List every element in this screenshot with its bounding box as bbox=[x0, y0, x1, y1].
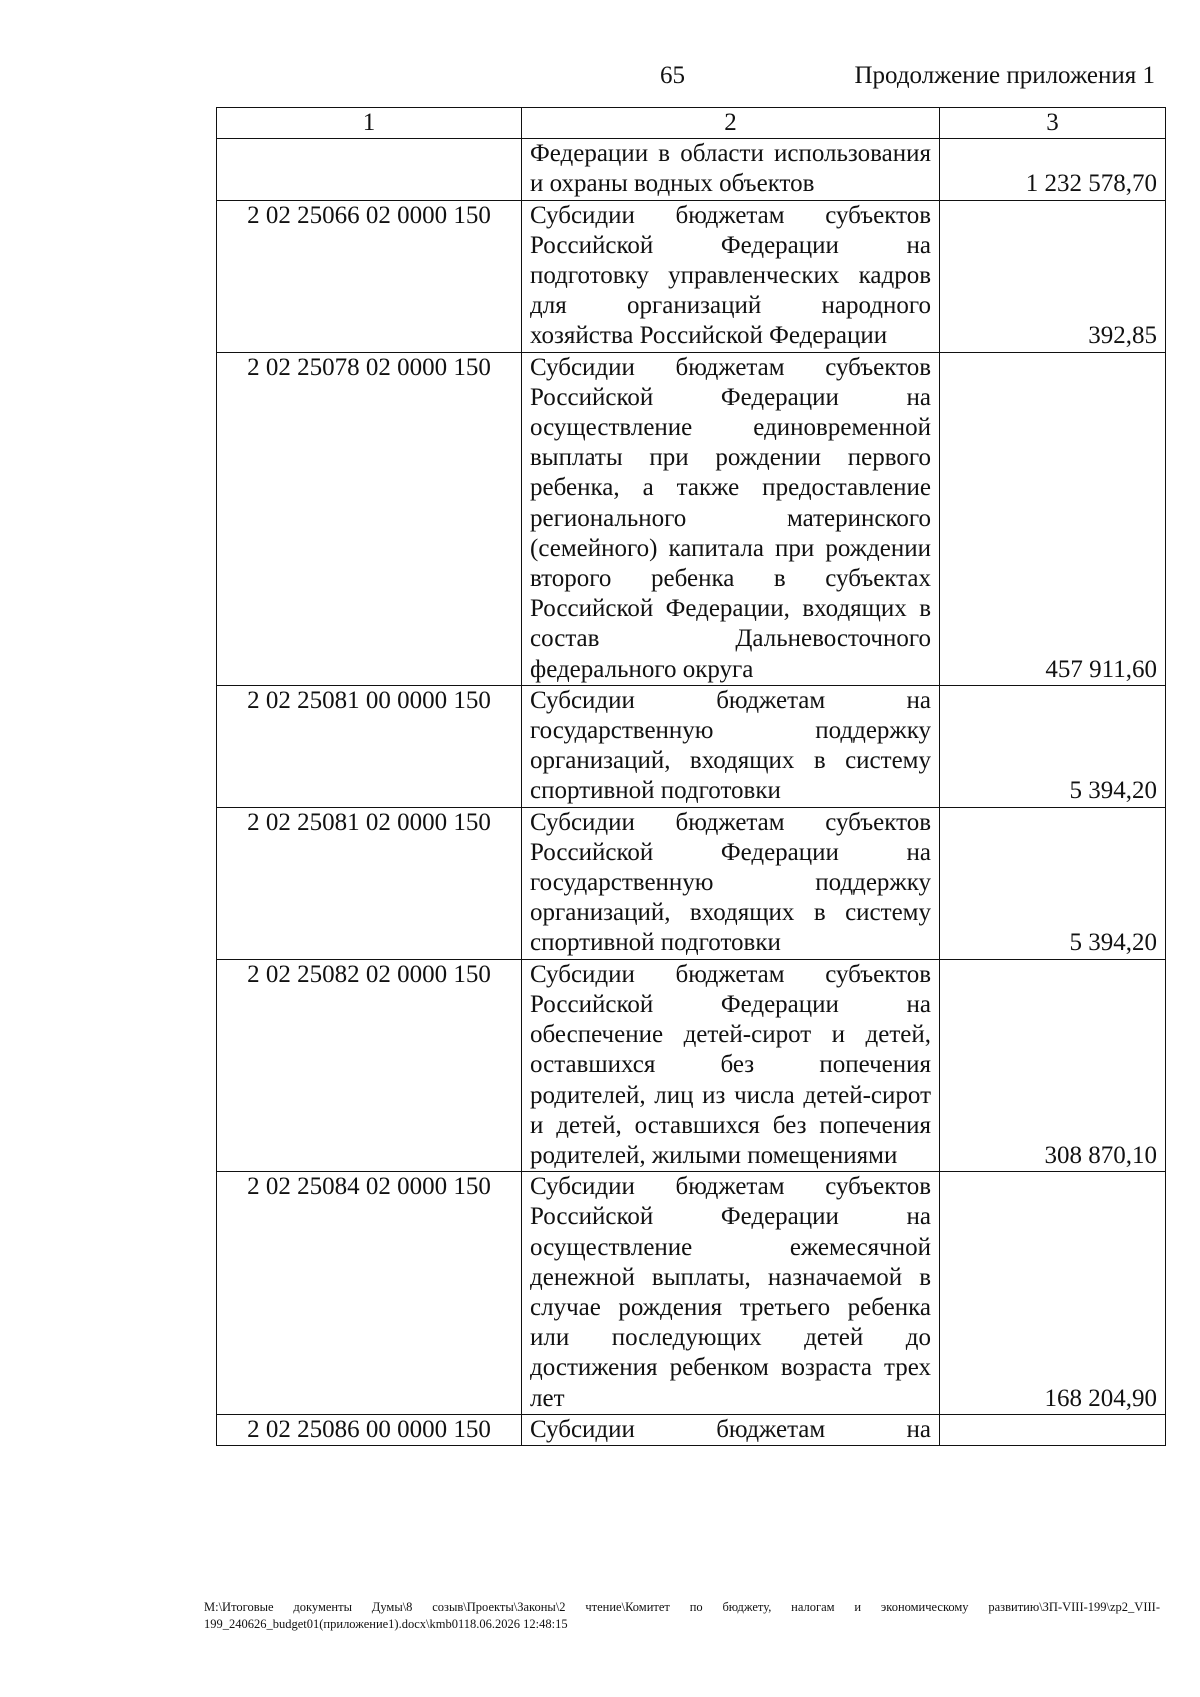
file-path-footer: М:\Итоговые документы Думы\8 созыв\Проекты\Законы\2 чтение\Комитет по бюджету, налогам и экономическому развитию\ЗП-VIII-199\zp2_VIII-199_240626_budget01(приложение1).docx\kmb0118.06.2026 12:48:15 bbox=[204, 1600, 1160, 1631]
table-row bbox=[217, 1414, 1166, 1445]
row-description: Субсидии бюджетам субъектов Российской Федерации на подготовку управленческих кадров для организаций народного хозяйства Российской Федерации bbox=[522, 200, 940, 352]
budget-code: 2 02 25081 00 0000 150 bbox=[217, 685, 522, 807]
budget-code: 2 02 25086 00 0000 150 bbox=[217, 1414, 522, 1445]
row-amount: 5 394,20 bbox=[940, 685, 1166, 807]
row-description: Субсидии бюджетам на государственную поддержку организаций, входящих в систему спортивной подготовки bbox=[522, 685, 940, 807]
table-row bbox=[217, 959, 1166, 1171]
budget-code bbox=[217, 139, 522, 200]
row-description: Субсидии бюджетам субъектов Российской Федерации на осуществление единовременной выплаты при рождении первого ребенка, а также предоставление регионального материнского (семейного) капитала при рождении второго ребенка в субъектах Российской Федерации, входящих в состав Дальневосточного федерального округа bbox=[522, 352, 940, 685]
row-description: Федерации в области использования и охраны водных объектов bbox=[522, 139, 940, 200]
budget-code: 2 02 25078 02 0000 150 bbox=[217, 352, 522, 685]
continuation-label: Продолжение приложения 1 bbox=[854, 62, 1155, 89]
table-header-row bbox=[217, 108, 1166, 139]
row-description: Субсидии бюджетам субъектов Российской Федерации на государственную поддержку организаций, входящих в систему спортивной подготовки bbox=[522, 807, 940, 959]
budget-code: 2 02 25081 02 0000 150 bbox=[217, 807, 522, 959]
table-row bbox=[217, 1172, 1166, 1415]
table-row bbox=[217, 200, 1166, 352]
table-row bbox=[217, 807, 1166, 959]
row-amount: 308 870,10 bbox=[940, 959, 1166, 1171]
column-header: 2 bbox=[522, 108, 940, 139]
column-header: 1 bbox=[217, 108, 522, 139]
row-amount bbox=[940, 1414, 1166, 1445]
page-number: 65 bbox=[660, 62, 685, 89]
table-row bbox=[217, 685, 1166, 807]
table-row bbox=[217, 139, 1166, 200]
column-header: 3 bbox=[940, 108, 1166, 139]
row-amount: 1 232 578,70 bbox=[940, 139, 1166, 200]
row-amount: 392,85 bbox=[940, 200, 1166, 352]
table-row bbox=[217, 352, 1166, 685]
row-description: Субсидии бюджетам на bbox=[522, 1414, 940, 1445]
row-amount: 457 911,60 bbox=[940, 352, 1166, 685]
budget-code: 2 02 25084 02 0000 150 bbox=[217, 1172, 522, 1415]
revenue-table bbox=[216, 107, 1166, 1446]
row-amount: 5 394,20 bbox=[940, 807, 1166, 959]
budget-code: 2 02 25082 02 0000 150 bbox=[217, 959, 522, 1171]
budget-code: 2 02 25066 02 0000 150 bbox=[217, 200, 522, 352]
row-description: Субсидии бюджетам субъектов Российской Федерации на обеспечение детей-сирот и детей, оставшихся без попечения родителей, лиц из числа детей-сирот и детей, оставшихся без попечения родителей, жилыми помещениями bbox=[522, 959, 940, 1171]
row-amount: 168 204,90 bbox=[940, 1172, 1166, 1415]
row-description: Субсидии бюджетам субъектов Российской Федерации на осуществление ежемесячной денежной выплаты, назначаемой в случае рождения третьего ребенка или последующих детей до достижения ребенком возраста трех лет bbox=[522, 1172, 940, 1415]
